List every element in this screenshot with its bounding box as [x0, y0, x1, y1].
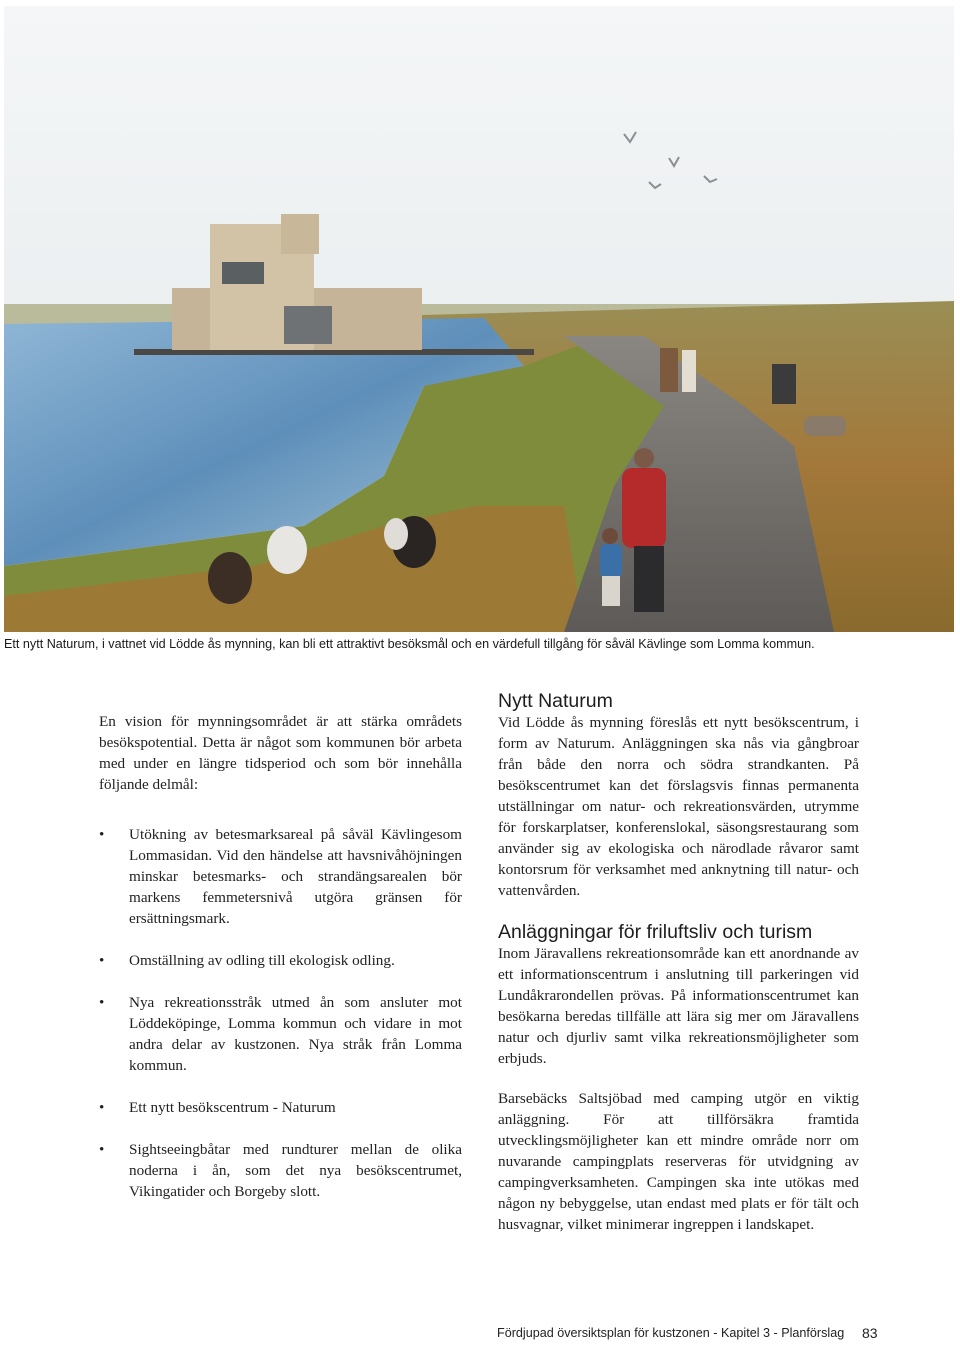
list-item: • Utökning av betesmarksareal på såväl Kävlingesom Lommasidan. Vid den händelse att havsnivåhöjningen minskar betesmarks- och strandängsarealen bör markens femmetersnivå utgöra gränsen för ersättningsmark. [99, 826, 462, 927]
bullet-marker: • [99, 826, 105, 843]
naturum-paragraph: Vid Lödde ås mynning föreslås ett nytt besökscentrum, i form av Naturum. Anläggningen ska nås via gångbroar från både den norra och södra strandkanten. På besökscentrumet kan det förslagsvis finnas permanenta utställningar om natur- och rekreationsvärden, utrymme för forskarplatser, konferenslokal, säsongsrestaurang som använder sig av ekologiska och närodlade råvaror samt kontorsrum för verksamhet med anknytning till natur- och vattenvården. [498, 714, 859, 899]
list-item: • Ett nytt besökscentrum - Naturum [99, 1099, 336, 1116]
list-item: • Omställning av odling till ekologisk odling. [99, 952, 395, 969]
jaravallen-paragraph: Inom Järavallens rekreationsområde kan ett anordnande av ett informationscentrum i anslutning till parkeringen vid Lundåkrarondellen prövas. På informationscentrumet kan besökarna beredas tillfälle att lära sig mer om Järavallens natur och djurliv samt vilka rekreationsmöjligheter som erbjuds. [498, 945, 859, 1067]
hero-image [4, 6, 954, 632]
goal-list [99, 824, 462, 1202]
heading-nytt-naturum: Nytt Naturum [498, 690, 613, 712]
right-column [498, 690, 859, 1235]
bullet-marker: • [99, 1141, 105, 1158]
intro-paragraph: En vision för mynningsområdet är att stärka områdets besökspotential. Detta är något som kommunen bör arbeta med under en längre tidsperiod och som bör innehålla följande delmål: [99, 713, 462, 793]
image-caption: Ett nytt Naturum, i vattnet vid Lödde ås mynning, kan bli ett attraktivt besöksmål och en värdefull tillgång för såväl Kävlinge som Lomma kommun. [4, 637, 815, 651]
page-number: 83 [862, 1325, 878, 1341]
list-item: • Nya rekreationsstråk utmed ån som ansluter mot Löddeköpinge, Lomma kommun och vidare in mot andra delar av kustzonen. Nya stråk från Lomma kommun. [99, 994, 462, 1074]
left-column [99, 690, 462, 1223]
heading-friluftsliv: Anläggningar för friluftsliv och turism [498, 921, 813, 943]
list-item: • Sightseeingbåtar med rundturer mellan de olika noderna i ån, som det nya besökscentrumet, Vikingatider och Borgeby slott. [99, 1141, 462, 1200]
bullet-marker: • [99, 952, 105, 969]
bullet-marker: • [99, 994, 105, 1011]
footer-title: Fördjupad översiktsplan för kustzonen - Kapitel 3 - Planförslag [497, 1326, 845, 1340]
bullet-marker: • [99, 1099, 105, 1116]
barseback-paragraph: Barsebäcks Saltsjöbad med camping utgör en viktig anläggning. För att tillförsäkra framtida utvecklingsmöjligheter kan ett mindre område norr om nuvarande campingplats reserveras för utvidgning av campingverksamheten. Campingen ska inte utökas med någon ny bebyggelse, utan endast med plats er för tält och husvagnar, vilket minimerar ingreppen i landskapet. [498, 1090, 859, 1233]
